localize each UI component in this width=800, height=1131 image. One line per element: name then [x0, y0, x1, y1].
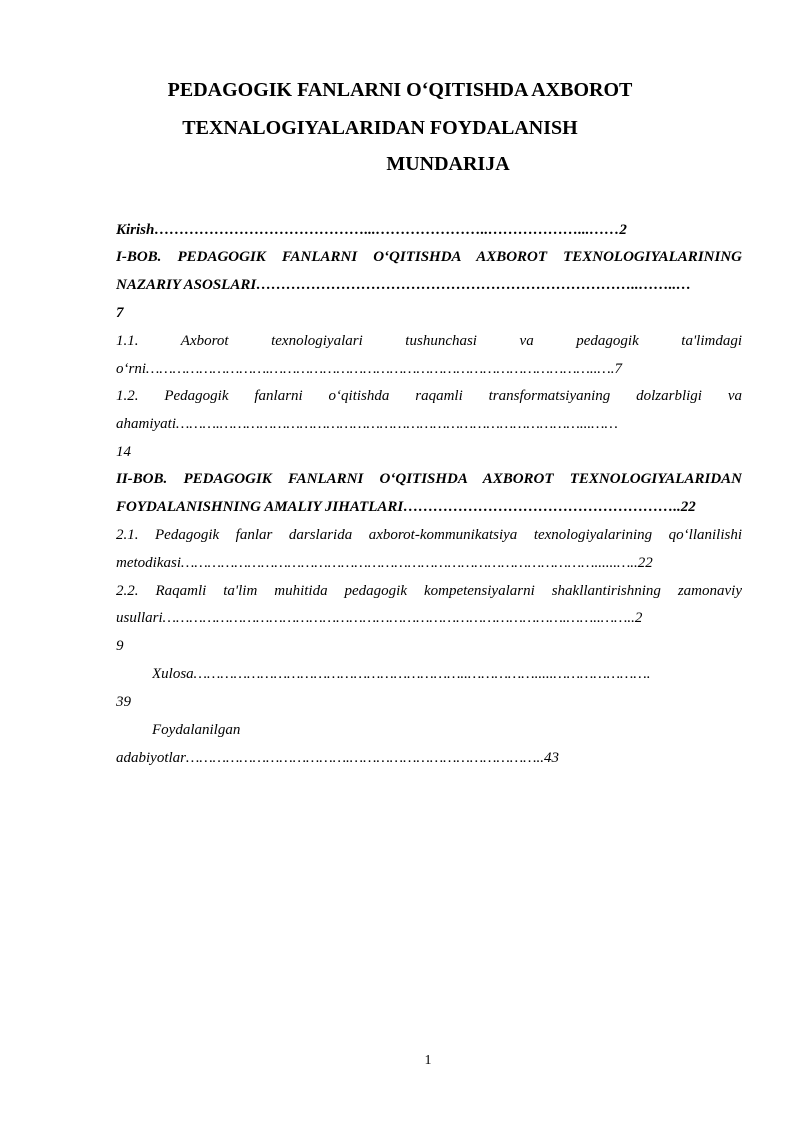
toc-entry-section-2-2-page: 9: [116, 638, 124, 654]
toc-entry-chapter-2-line-1: II-BOB. PEDAGOGIK FANLARNI O‘QITISHDA AXBOROT TEXNOLOGIYALARIDAN: [116, 471, 742, 487]
toc-entry-section-1-1-line-2: o‘rni……………………….………………………………………………………………..….7: [116, 361, 622, 377]
toc-entry-chapter-1-line-1: I-BOB. PEDAGOGIK FANLARNI O‘QITISHDA AXBOROT TEXNOLOGIYALARINING: [116, 249, 742, 265]
document-title-line-2: TEXNALOGIYALARIDAN FOYDALANISH: [182, 117, 578, 139]
toc-entry-section-1-2-line-2: ahamiyati……….………………………………………………………………………...……: [116, 416, 618, 432]
page-number: 1: [424, 1053, 432, 1068]
toc-entry-intro: Kirish……………………………………...…………………..………………...……2: [116, 222, 627, 238]
toc-entry-section-1-2-page: 14: [116, 444, 131, 460]
toc-entry-section-1-1-line-1: 1.1. Axborot texnologiyalari tushunchasi va pedagogik ta'limdagi: [116, 333, 742, 349]
toc-entry-conclusion: Xulosa……………………………………………………..…………….....………………….: [152, 666, 651, 682]
toc-entry-chapter-1-line-2: NAZARIY ASOSLARI…………………………………………………………………..……..…: [116, 277, 692, 293]
toc-entry-section-1-2-line-1: 1.2. Pedagogik fanlarni o‘qitishda raqamli transformatsiyaning dolzarbligi va: [116, 388, 742, 404]
toc-entry-section-2-2-line-2: usullari……………………………………………………………………………….……..……..2: [116, 610, 643, 626]
toc-entry-references-line-2: adabiyotlar……………………………….……………………………………..43: [116, 750, 560, 766]
toc-entry-section-2-1-line-2: metodikasi…………………………………………………………………………………......…..22: [116, 555, 653, 571]
document-title-line-1: PEDAGOGIK FANLARNI O‘QITISHDA AXBOROT: [167, 79, 633, 101]
toc-entry-chapter-1-page: 7: [116, 305, 124, 321]
toc-entry-section-2-2-line-1: 2.2. Raqamli ta'lim muhitida pedagogik kompetensiyalarni shakllantirishning zamonaviy: [116, 583, 742, 599]
toc-entry-conclusion-page: 39: [116, 694, 131, 710]
toc-entry-chapter-2-line-2: FOYDALANISHNING AMALIY JIHATLARI………………………………………………..22: [116, 499, 696, 515]
contents-heading: MUNDARIJA: [386, 153, 510, 175]
toc-entry-section-2-1-line-1: 2.1. Pedagogik fanlar darslarida axborot-kommunikatsiya texnologiyalarining qo‘llanilishi: [116, 527, 742, 543]
toc-entry-references-line-1: Foydalanilgan: [152, 722, 241, 738]
